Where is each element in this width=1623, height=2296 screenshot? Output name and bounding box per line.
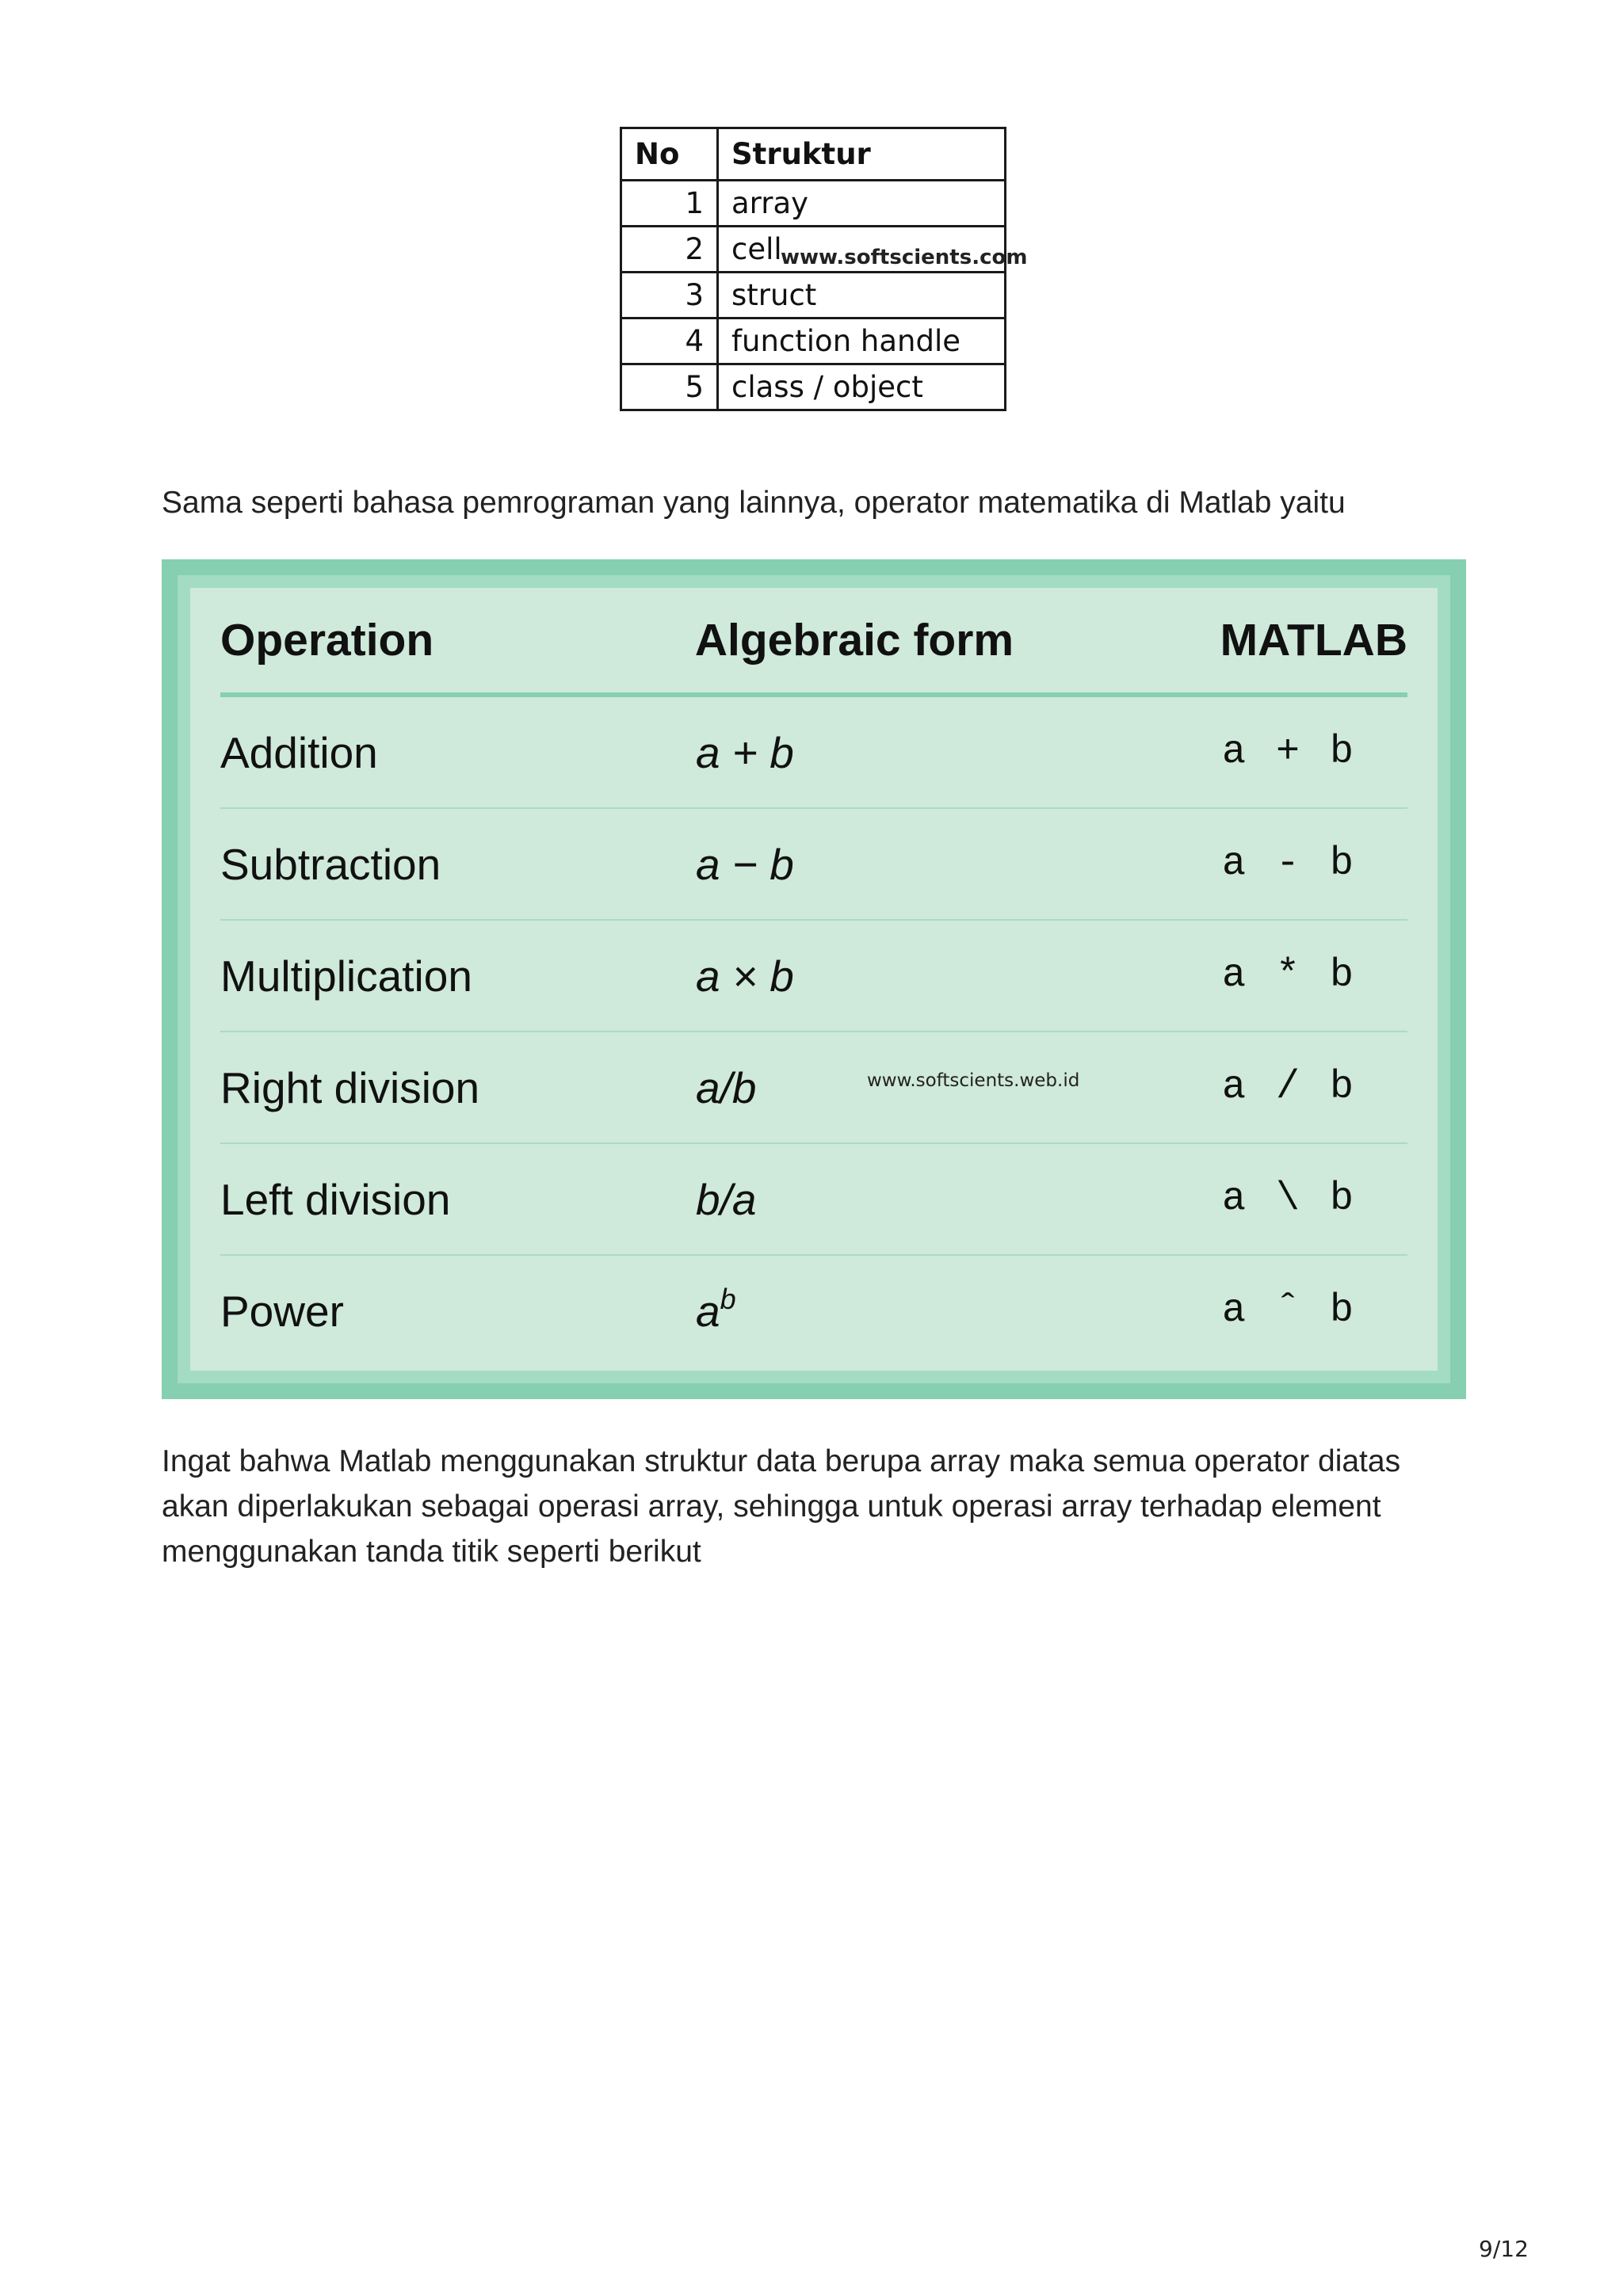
table-row	[621, 181, 1006, 227]
matlab-syntax: a \ b	[1222, 1177, 1358, 1222]
matlab-syntax: a - b	[1222, 841, 1358, 887]
table-row	[220, 1256, 1407, 1366]
structure-name: struct	[718, 273, 1006, 318]
algebraic-form: b/a	[696, 1174, 757, 1224]
operation-name: Right division	[220, 1062, 480, 1112]
watermark-text: www.softscients.web.id	[867, 1070, 1080, 1091]
table-row	[220, 697, 1407, 809]
outro-paragraph: Ingat bahwa Matlab menggunakan struktur data berupa array maka semua operator diatas akan diperlakukan sebagai operasi array, sehingga untuk operasi array terhadap element menggunakan tanda titik seperti berikut	[162, 1444, 1401, 1569]
operators-table	[190, 588, 1438, 1371]
algebraic-form: a/b	[696, 1062, 757, 1112]
structure-table	[620, 127, 1028, 411]
table-row	[220, 1032, 1407, 1144]
row-number: 1	[621, 181, 718, 227]
matlab-syntax: a * b	[1222, 953, 1358, 998]
column-header-operation: Operation	[220, 615, 434, 666]
power-base: a	[696, 1286, 720, 1336]
matlab-syntax: a / b	[1222, 1065, 1358, 1110]
algebraic-form: a × b	[696, 951, 794, 1001]
row-number: 3	[621, 273, 718, 318]
operators-panel	[162, 559, 1466, 1399]
intro-paragraph: Sama seperti bahasa pemrograman yang lainnya, operator matematika di Matlab yaitu	[162, 486, 1346, 520]
row-number: 4	[621, 318, 718, 364]
operators-panel-frame	[178, 575, 1450, 1383]
algebraic-form	[696, 1282, 1222, 1337]
column-header-no: No	[621, 128, 718, 181]
structure-name: cell	[731, 232, 782, 266]
operation-name: Subtraction	[220, 839, 441, 889]
table-row	[621, 273, 1006, 318]
operation-name: Addition	[220, 727, 378, 777]
power-exponent: b	[720, 1282, 736, 1315]
structure-name: function handle	[718, 318, 1006, 364]
operation-name: Left division	[220, 1174, 451, 1224]
structure-name: array	[718, 181, 1006, 227]
structure-table-header-row	[621, 128, 1006, 181]
operation-name: Multiplication	[220, 951, 472, 1001]
page-number: 9/12	[1479, 2236, 1529, 2262]
structure-cell-with-watermark	[718, 227, 1028, 273]
table-row	[220, 1144, 1407, 1256]
column-header-algebraic-form: Algebraic form	[694, 615, 1014, 666]
row-number: 5	[621, 364, 718, 410]
table-row	[621, 364, 1006, 410]
table-row	[220, 809, 1407, 921]
matlab-syntax: a ˆ b	[1222, 1288, 1358, 1333]
table-row	[621, 227, 1006, 273]
structure-name: class / object	[718, 364, 1006, 410]
row-number: 2	[621, 227, 718, 273]
matlab-syntax: a + b	[1222, 730, 1358, 775]
table-row	[621, 318, 1006, 364]
algebraic-form: a + b	[696, 727, 794, 777]
operation-name: Power	[220, 1286, 344, 1336]
watermark-text: www.softscients.com	[781, 246, 1028, 269]
column-header-struktur: Struktur	[718, 128, 1006, 181]
operators-header-row	[220, 588, 1407, 697]
algebraic-form: a − b	[696, 839, 794, 889]
table-row	[220, 921, 1407, 1032]
column-header-matlab: MATLAB	[1220, 615, 1407, 666]
